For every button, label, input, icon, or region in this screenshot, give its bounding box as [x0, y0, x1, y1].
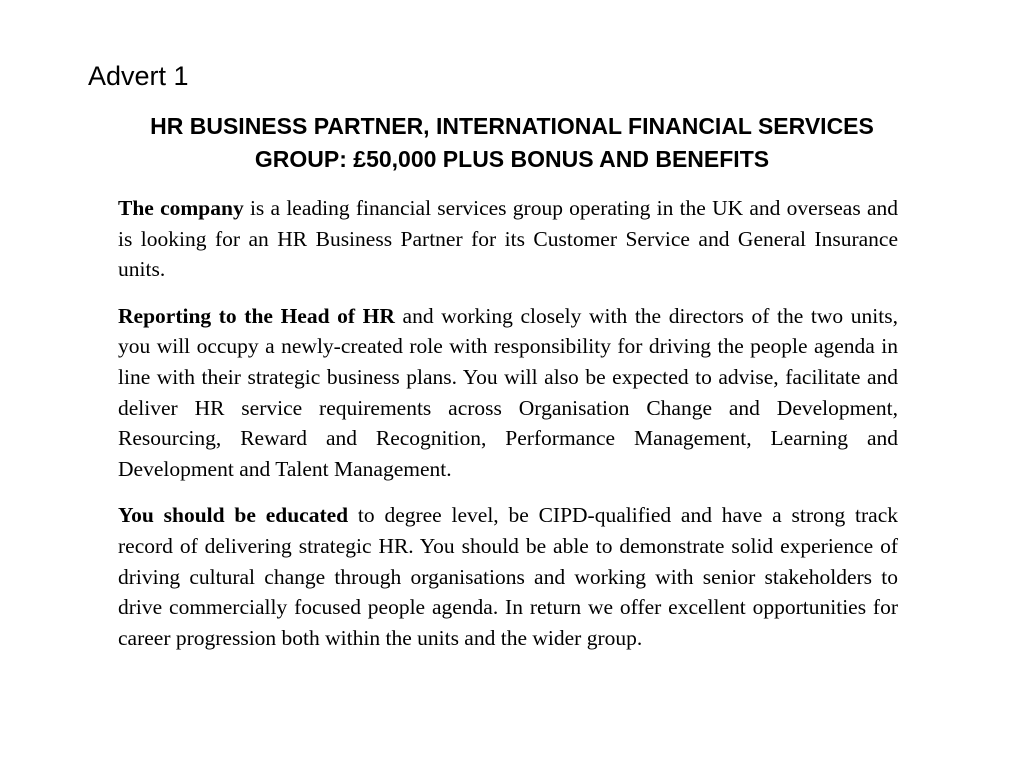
- advert-label: Advert 1: [88, 61, 189, 91]
- paragraph-company: [118, 193, 898, 285]
- paragraph-company-lead: The company: [118, 196, 244, 220]
- paragraph-requirements-text: to degree level, be CIPD-qualified and have a strong track record of delivering strategic HR. You should be able to demonstrate solid experience of driving cultural change through organisations and working with senior stakeholders to drive commercially focused people agenda. In return we offer excellent opportunities for career progression both within the units and the wider group.: [118, 503, 898, 650]
- paragraph-reporting-lead: Reporting to the Head of HR: [118, 303, 395, 328]
- paragraph-reporting: [118, 301, 898, 485]
- paragraph-requirements: [118, 500, 898, 653]
- paragraph-requirements-lead: You should be educated: [118, 503, 349, 528]
- job-headline-line-1: HR BUSINESS PARTNER, INTERNATIONAL FINANCIAL SERVICES: [150, 113, 874, 139]
- advert-body: [118, 193, 898, 669]
- job-headline: [40, 110, 984, 176]
- job-headline-line-2: GROUP: £50,000 PLUS BONUS AND BENEFITS: [254, 146, 770, 172]
- paragraph-company-text: is a leading financial services group operating in the UK and overseas and is looking for an HR Business Partner for its Customer Service and General Insurance units.: [118, 196, 898, 282]
- paragraph-reporting-text: and working closely with the directors of the two units, you will occupy a newly-created role with responsibility for driving the people agenda in line with their strategic business plans. You will also be expected to advise, facilitate and deliver HR service requirements across Organisation Change and Development, Resourcing, Reward and Recognition, Performance Management, Learning and Development and Talent Management.: [118, 303, 898, 481]
